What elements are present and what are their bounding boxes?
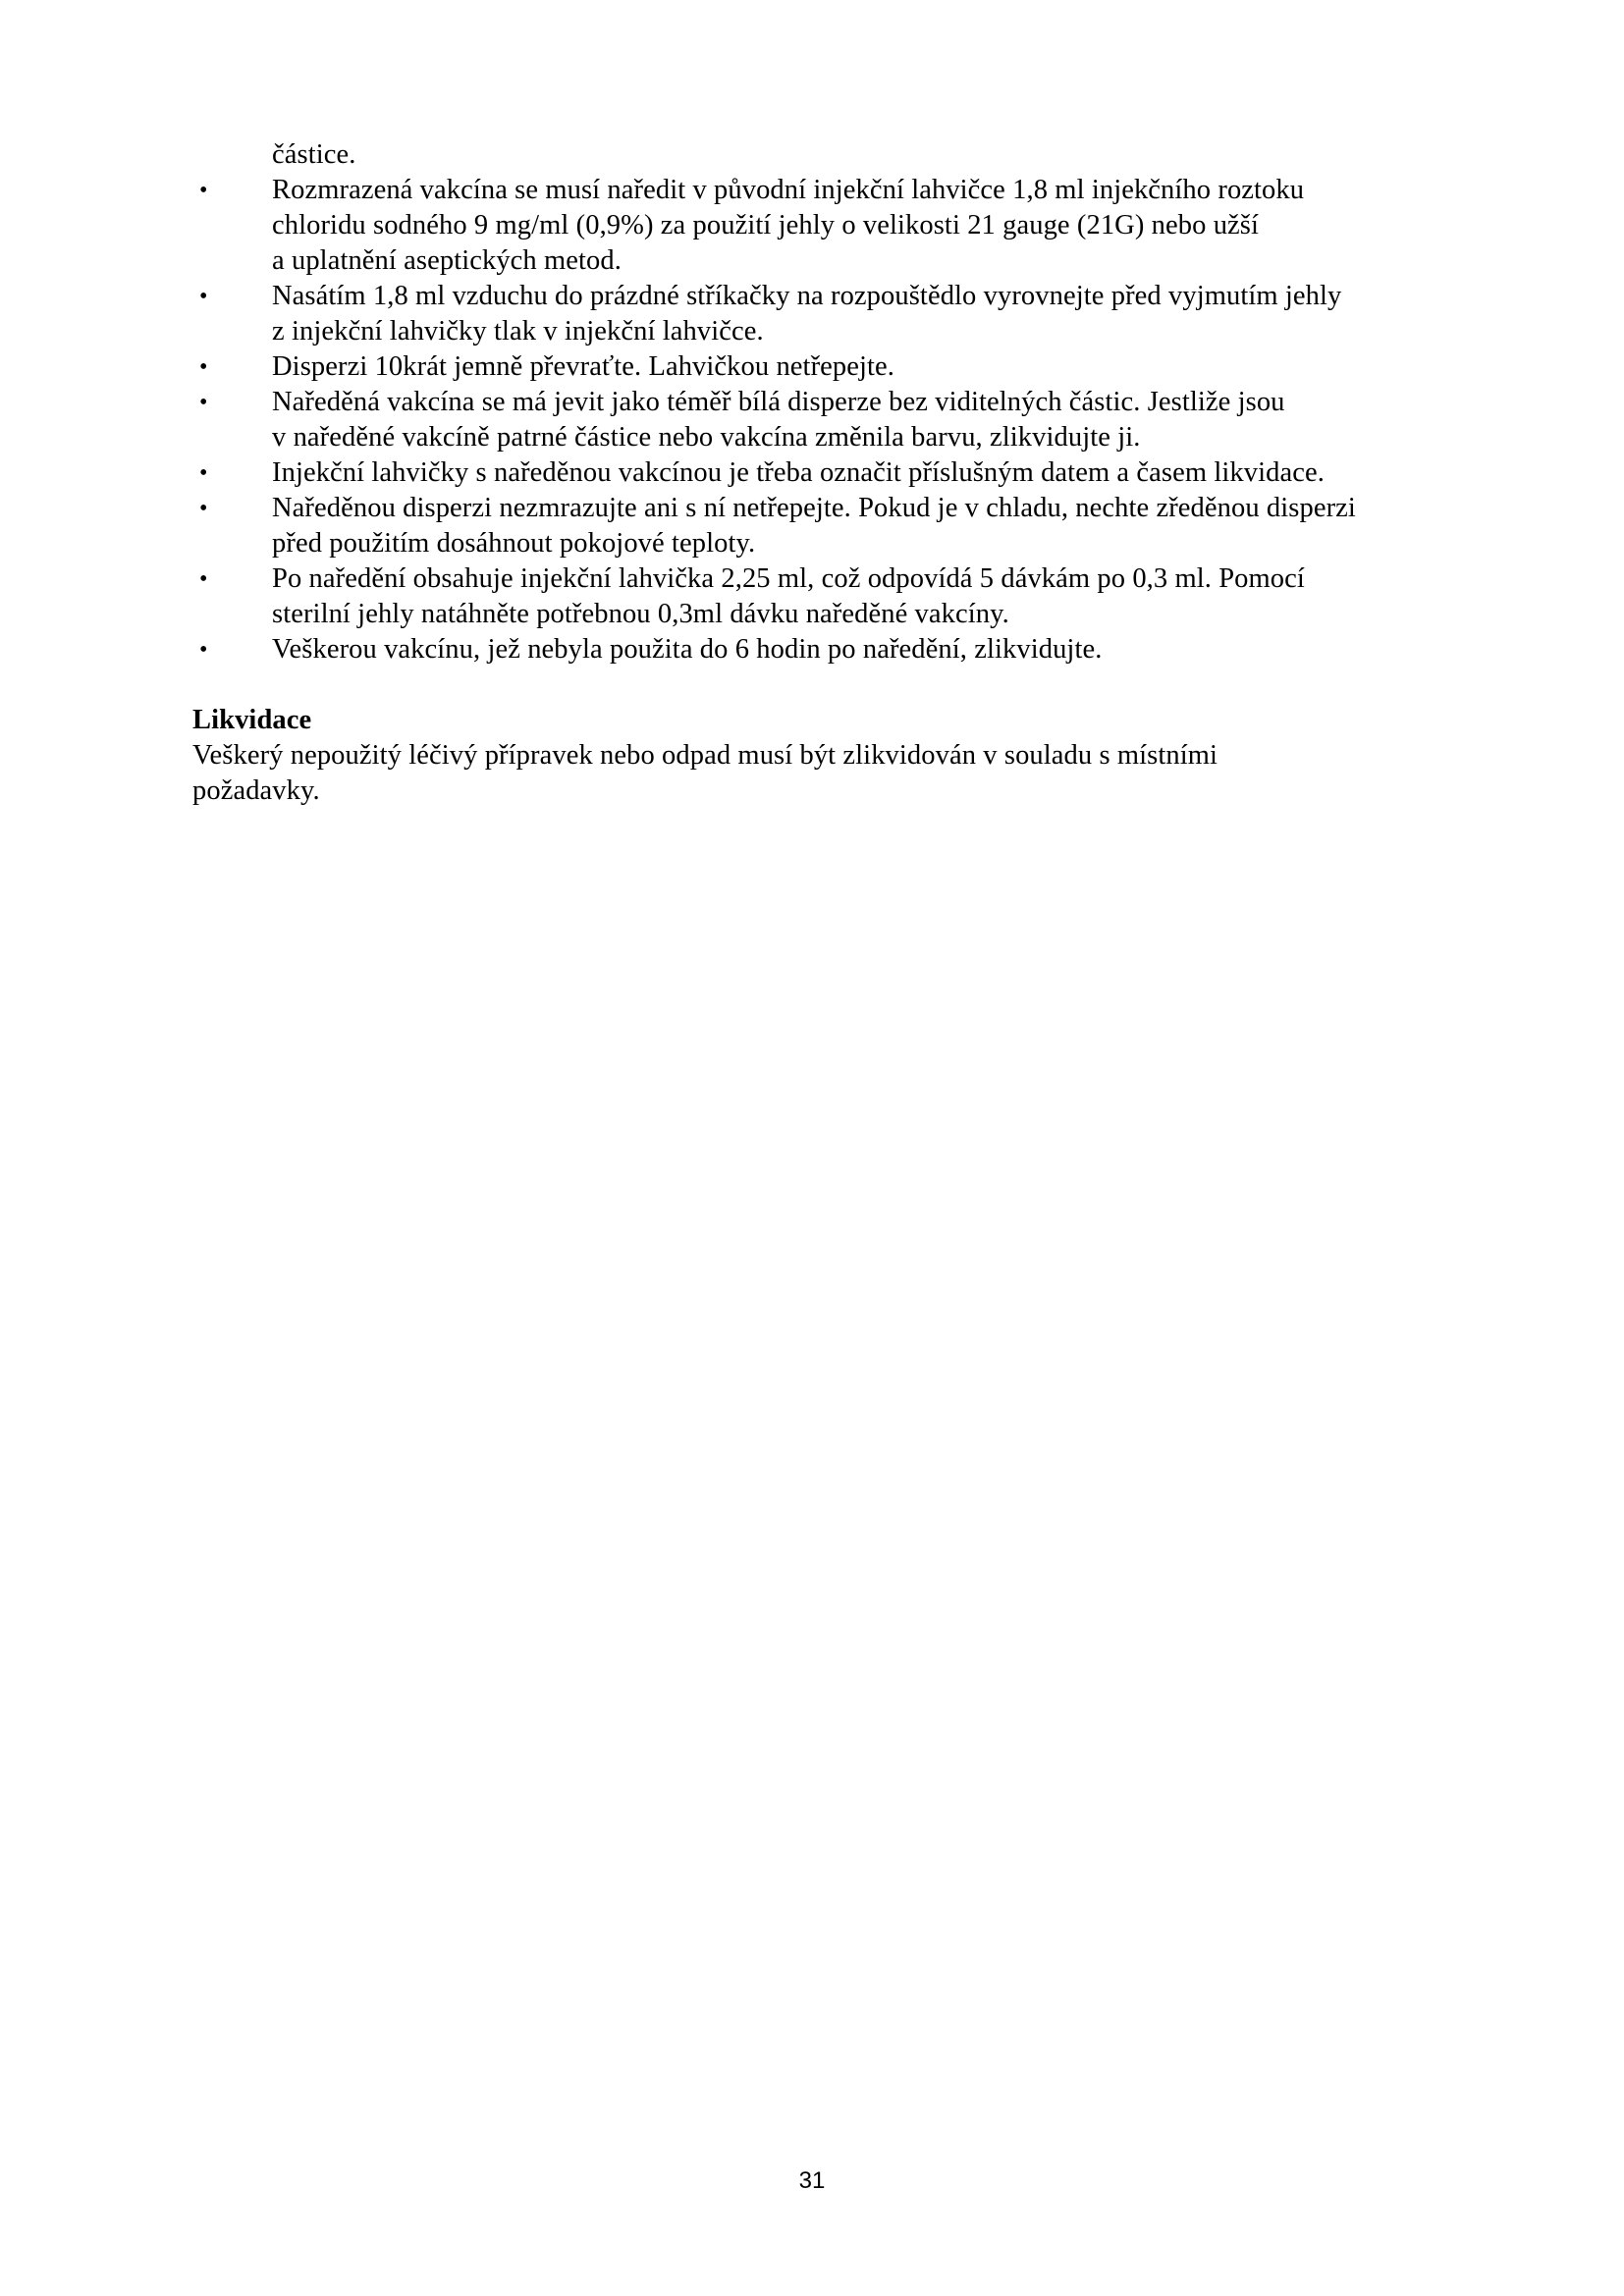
text-line: Rozmrazená vakcína se musí naředit v původní injekční lahvičce 1,8 ml injekčního roztoku xyxy=(272,175,1305,205)
list-item xyxy=(192,385,1432,455)
text-line: Naředěná vakcína se má jevit jako téměř bílá disperze bez viditelných částic. Jestliže jsou xyxy=(272,387,1285,417)
list-item-text xyxy=(272,455,1432,491)
list-item-text xyxy=(272,385,1432,455)
list-item xyxy=(192,632,1432,667)
text-line: Injekční lahvičky s naředěnou vakcínou je třeba označit příslušným datem a časem likvidace. xyxy=(272,457,1325,488)
list-item xyxy=(192,455,1432,491)
list-item-text xyxy=(272,349,1432,385)
likvidace-section xyxy=(192,703,1432,809)
list-item-text xyxy=(272,279,1432,349)
text-line: Disperzi 10krát jemně převraťte. Lahvičkou netřepejte. xyxy=(272,351,895,382)
text-line: Veškerou vakcínu, jež nebyla použita do 6 hodin po naředění, zlikvidujte. xyxy=(272,634,1103,665)
text-line: sterilní jehly natáhněte potřebnou 0,3ml dávku naředěné vakcíny. xyxy=(272,599,1009,629)
list-item-text xyxy=(272,632,1432,667)
text-line: Po naředění obsahuje injekční lahvička 2,25 ml, což odpovídá 5 dávkám po 0,3 ml. Pomocí xyxy=(272,563,1305,594)
bullet-icon: • xyxy=(199,178,208,203)
text-line: Naředěnou disperzi nezmrazujte ani s ní netřepejte. Pokud je v chladu, nechte zředěnou disperzi xyxy=(272,493,1356,523)
section-body xyxy=(192,738,1432,809)
text-line: před použitím dosáhnout pokojové teploty. xyxy=(272,528,756,559)
instruction-bullet-list xyxy=(192,173,1432,667)
bullet-icon: • xyxy=(199,390,208,415)
bullet-icon: • xyxy=(199,354,208,380)
text-line: z injekční lahvičky tlak v injekční lahvičce. xyxy=(272,316,764,347)
bullet-icon: • xyxy=(199,460,208,486)
list-item-text xyxy=(272,561,1432,632)
text-line: v naředěné vakcíně patrné částice nebo vakcína změnila barvu, zlikvidujte ji. xyxy=(272,422,1141,453)
list-item xyxy=(192,279,1432,349)
list-item-text xyxy=(272,173,1432,279)
text-line: Veškerý nepoužitý léčivý přípravek nebo odpad musí být zlikvidován v souladu s místními xyxy=(192,740,1218,771)
text-line: a uplatnění aseptických metod. xyxy=(272,245,622,276)
text-line: požadavky. xyxy=(192,775,320,806)
list-item xyxy=(192,491,1432,561)
list-item xyxy=(192,173,1432,279)
list-item xyxy=(192,349,1432,385)
section-heading: Likvidace xyxy=(192,705,312,735)
bullet-icon: • xyxy=(199,566,208,592)
bullet-icon: • xyxy=(199,637,208,663)
list-item-text xyxy=(272,491,1432,561)
list-item xyxy=(192,561,1432,632)
text-line: Nasátím 1,8 ml vzduchu do prázdné stříkačky na rozpouštědlo vyrovnejte před vyjmutím jehly xyxy=(272,281,1342,311)
continuation-line: částice. xyxy=(272,139,356,170)
text-line: chloridu sodného 9 mg/ml (0,9%) za použití jehly o velikosti 21 gauge (21G) nebo užší xyxy=(272,210,1260,240)
page-number: 31 xyxy=(798,2167,826,2194)
page-content xyxy=(192,137,1432,809)
bullet-icon: • xyxy=(199,284,208,309)
bullet-icon: • xyxy=(199,496,208,521)
